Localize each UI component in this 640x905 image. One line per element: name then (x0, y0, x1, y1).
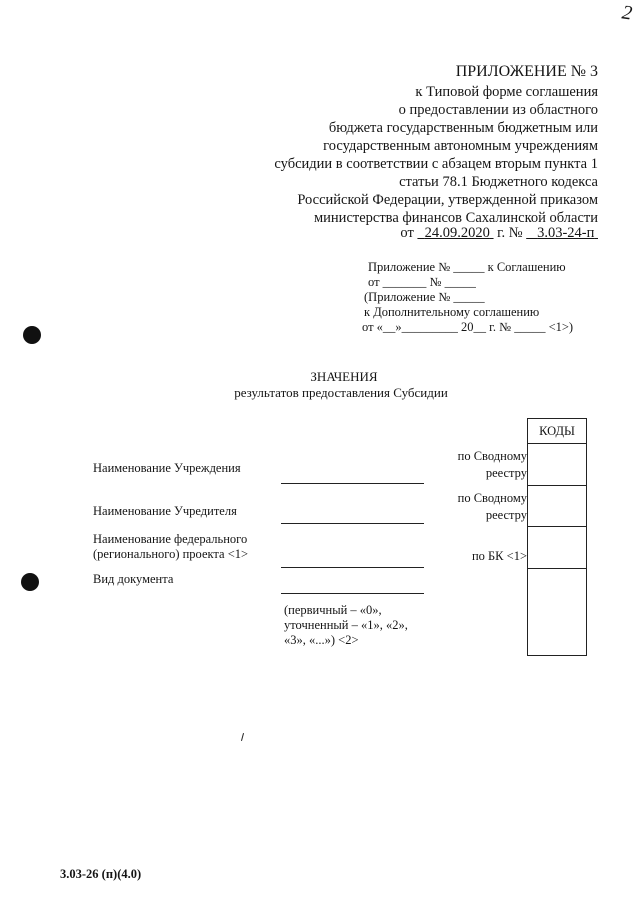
attachment-line: к Дополнительному соглашению (364, 305, 540, 319)
page-number-mark: 2 (620, 1, 634, 25)
header-line: субсидии в соответствии с абзацем вторым пункта 1 (274, 156, 598, 172)
institution-label: Наименование Учреждения (93, 461, 241, 475)
order-mid: г. № (497, 225, 523, 241)
bk-label: по БК <1> (471, 549, 527, 563)
codes-header: КОДЫ (528, 419, 587, 444)
code-cell-bk (528, 527, 587, 569)
order-line (400, 224, 598, 242)
code-cell-founder-registry (528, 486, 587, 527)
punch-hole-bottom (21, 573, 39, 591)
footer-form-code: 3.03-26 (п)(4.0) (60, 867, 142, 881)
founder-label: Наименование Учредителя (93, 504, 237, 518)
doc-type-label: Вид документа (93, 572, 174, 586)
doc-type-line (281, 593, 424, 594)
doc-type-note-line: (первичный – «0», (284, 603, 382, 617)
code-cell-doc-type (528, 569, 587, 656)
document-title: ЗНАЧЕНИЯ (310, 369, 378, 384)
header-line: государственным автономным учреждениям (323, 138, 598, 154)
registry-label-1: по Сводному реестру (457, 449, 527, 480)
doc-type-note-line: уточненный – «1», «2», (284, 618, 408, 632)
header-line: статьи 78.1 Бюджетного кодекса (399, 174, 598, 190)
header-line: к Типовой форме соглашения (415, 84, 598, 100)
punch-hole-top (23, 326, 41, 344)
order-number: 3.03-24-п (537, 225, 595, 241)
header-line: бюджета государственным бюджетным или (328, 120, 598, 136)
header-line: министерства финансов Сахалинской области (313, 210, 598, 226)
code-cell-institution-registry (528, 444, 587, 486)
project-line (281, 567, 424, 568)
attachment-line: (Приложение № _____ (364, 290, 485, 304)
doc-type-note-line: «3», «...») <2> (284, 633, 359, 647)
stray-mark (241, 733, 244, 741)
founder-line (281, 523, 424, 524)
institution-line (281, 483, 424, 484)
document-subtitle: результатов предоставления Субсидии (234, 385, 448, 400)
attachment-line: от «__»_________ 20__ г. № _____ <1>) (362, 320, 574, 334)
header-line: Российской Федерации, утвержденной приказом (297, 192, 598, 208)
order-prefix: от (400, 225, 414, 241)
project-label-line2: (регионального) проекта <1> (93, 547, 249, 561)
registry-label-2: по Сводному реестру (457, 491, 527, 522)
attachment-line: от _______ № _____ (368, 275, 476, 289)
attachment-line: Приложение № _____ к Соглашению (368, 260, 566, 274)
project-label-line1: Наименование федерального (93, 532, 248, 546)
order-date: 24.09.2020 (424, 225, 490, 241)
appendix-title: ПРИЛОЖЕНИЕ № 3 (455, 63, 598, 80)
codes-table (527, 418, 587, 656)
header-line: о предоставлении из областного (398, 102, 598, 118)
